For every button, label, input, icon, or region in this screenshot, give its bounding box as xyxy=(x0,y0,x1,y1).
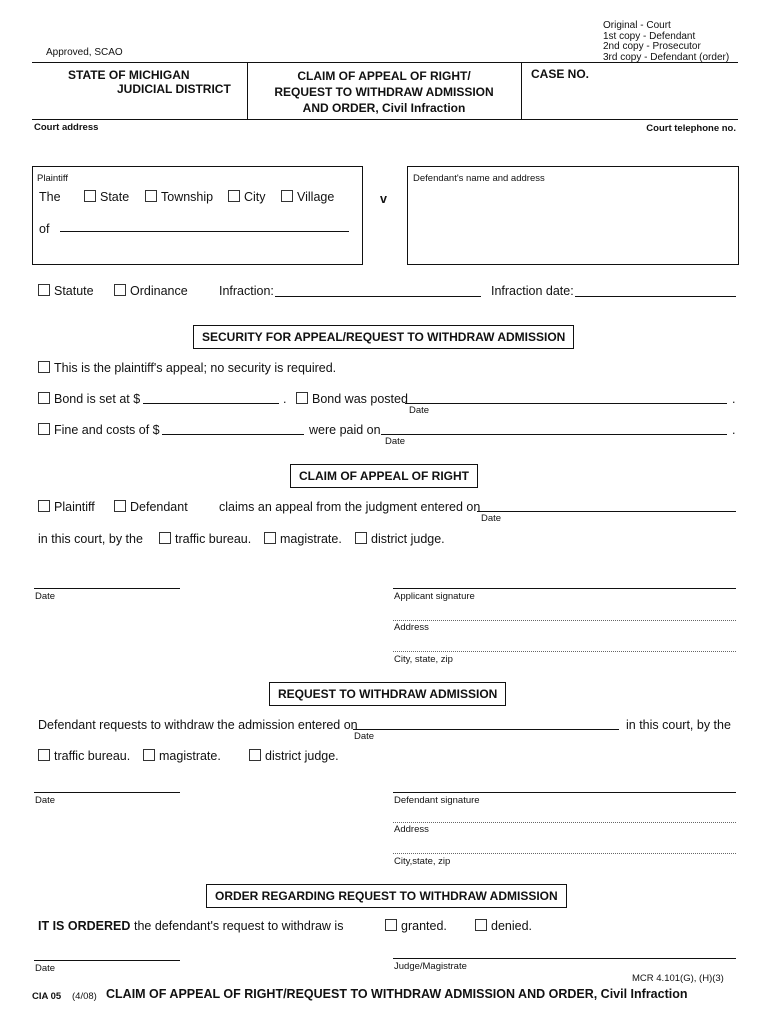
checkbox[interactable] xyxy=(159,532,171,544)
approved-scao: Approved, SCAO xyxy=(46,47,123,58)
header-divider-2 xyxy=(521,62,522,119)
claim-magistrate-option[interactable]: magistrate. xyxy=(264,532,342,546)
withdraw-magistrate-option[interactable]: magistrate. xyxy=(143,749,221,763)
defendant-sig-label: Defendant signature xyxy=(394,795,480,806)
admission-date-label: Date xyxy=(354,731,375,742)
checkbox[interactable] xyxy=(114,500,126,512)
infraction-date-line[interactable] xyxy=(575,296,736,297)
claim-in-court: in this court, by the xyxy=(38,532,143,546)
checkbox[interactable] xyxy=(114,284,126,296)
withdraw-district-judge-option[interactable]: district judge. xyxy=(249,749,339,763)
were-paid-label: were paid on xyxy=(309,423,381,437)
order-text: the defendant's request to withdraw is xyxy=(134,919,344,933)
bond-period: . xyxy=(283,392,287,406)
infraction-label: Infraction: xyxy=(219,284,274,298)
order-heading: ORDER REGARDING REQUEST TO WITHDRAW ADMISSION xyxy=(206,884,567,908)
security-heading: SECURITY FOR APPEAL/REQUEST TO WITHDRAW ADMISSION xyxy=(193,325,574,349)
applicant-sig-label: Applicant signature xyxy=(394,591,475,602)
order-date-line[interactable] xyxy=(34,960,180,961)
checkbox[interactable] xyxy=(355,532,367,544)
withdraw-city-line[interactable] xyxy=(393,853,736,854)
claim-address-label: Address xyxy=(394,622,429,633)
mcr-reference: MCR 4.101(G), (H)(3) xyxy=(632,973,724,984)
claim-city-line[interactable] xyxy=(393,651,736,652)
checkbox[interactable] xyxy=(281,190,293,202)
withdraw-address-label: Address xyxy=(394,824,429,835)
checkbox[interactable] xyxy=(385,919,397,931)
denied-option[interactable]: denied. xyxy=(475,919,532,933)
plaintiff-option-city[interactable]: City xyxy=(228,190,266,204)
checkbox[interactable] xyxy=(38,361,50,373)
judge-sig-line[interactable] xyxy=(393,958,736,959)
copy-second: 2nd copy - Prosecutor xyxy=(603,41,701,52)
fine-amount-line[interactable] xyxy=(162,434,304,435)
checkbox[interactable] xyxy=(249,749,261,761)
checkbox[interactable] xyxy=(84,190,96,202)
judgment-date-label: Date xyxy=(481,513,502,524)
withdraw-city-label: City,state, zip xyxy=(394,856,451,867)
versus: v xyxy=(380,192,387,206)
copy-third: 3rd copy - Defendant (order) xyxy=(603,51,730,63)
claim-district-judge-option[interactable]: district judge. xyxy=(355,532,445,546)
withdraw-heading: REQUEST TO WITHDRAW ADMISSION xyxy=(269,682,506,706)
order-date-label: Date xyxy=(35,963,56,974)
form-title: CLAIM OF APPEAL OF RIGHT/ REQUEST TO WITHDRAW ADMISSION AND ORDER, Civil Infraction xyxy=(274,69,494,115)
checkbox[interactable] xyxy=(296,392,308,404)
footer-title: CLAIM OF APPEAL OF RIGHT/REQUEST TO WITHDRAW ADMISSION AND ORDER, Civil Infraction xyxy=(106,987,688,1001)
court-address-label: Court address xyxy=(34,122,99,133)
plaintiff-box xyxy=(32,166,363,265)
withdraw-address-line[interactable] xyxy=(393,822,736,823)
claims-text: claims an appeal from the judgment entered on xyxy=(219,500,481,514)
checkbox[interactable] xyxy=(38,284,50,296)
form-revision: (4/08) xyxy=(72,991,97,1002)
fine-costs-option[interactable]: Fine and costs of $ xyxy=(38,423,160,437)
judge-sig-label: Judge/Magistrate xyxy=(394,961,467,972)
bond-set-option[interactable]: Bond is set at $ xyxy=(38,392,140,406)
ordinance-option[interactable]: Ordinance xyxy=(114,284,188,298)
header-divider-1 xyxy=(247,62,248,119)
checkbox[interactable] xyxy=(228,190,240,202)
case-no-label: CASE NO. xyxy=(531,67,590,81)
judgment-date-line[interactable] xyxy=(477,511,736,512)
admission-date-line[interactable] xyxy=(353,729,619,730)
claim-city-label: City, state, zip xyxy=(394,654,453,665)
defendant-label: Defendant's name and address xyxy=(413,173,545,184)
paid-date-label: Date xyxy=(385,436,406,447)
plaintiff-option-village[interactable]: Village xyxy=(281,190,334,204)
copy-distribution xyxy=(603,21,729,63)
bond-posted-period: . xyxy=(732,392,736,406)
checkbox[interactable] xyxy=(38,423,50,435)
withdraw-text: Defendant requests to withdraw the admission entered on xyxy=(38,718,358,732)
infraction-line[interactable] xyxy=(275,296,481,297)
defendant-sig-line[interactable] xyxy=(393,792,736,793)
withdraw-in-court: in this court, by the xyxy=(626,718,731,732)
claim-address-line[interactable] xyxy=(393,620,736,621)
checkbox[interactable] xyxy=(38,500,50,512)
it-is-ordered: IT IS ORDERED xyxy=(38,919,131,933)
checkbox[interactable] xyxy=(145,190,157,202)
withdraw-date-line[interactable] xyxy=(34,792,180,793)
applicant-sig-line[interactable] xyxy=(393,588,736,589)
statute-option[interactable]: Statute xyxy=(38,284,94,298)
copy-original: Original - Court xyxy=(603,20,671,31)
plaintiff-label: Plaintiff xyxy=(37,173,68,184)
bond-posted-option[interactable]: Bond was posted xyxy=(296,392,408,406)
header-top-rule xyxy=(32,62,738,63)
checkbox[interactable] xyxy=(264,532,276,544)
plaintiff-of-line[interactable] xyxy=(60,231,349,232)
withdraw-date-label: Date xyxy=(35,795,56,806)
bond-posted-date-label: Date xyxy=(409,405,430,416)
court-phone-label: Court telephone no. xyxy=(646,123,736,134)
plaintiff-option-township[interactable]: Township xyxy=(145,190,213,204)
checkbox[interactable] xyxy=(475,919,487,931)
plaintiff-the: The xyxy=(39,190,61,204)
checkbox[interactable] xyxy=(143,749,155,761)
state-name: STATE OF MICHIGAN xyxy=(68,68,190,82)
bond-amount-line[interactable] xyxy=(143,403,279,404)
claim-plaintiff-option[interactable]: Plaintiff xyxy=(38,500,95,514)
claim-date-label: Date xyxy=(35,591,56,602)
plaintiff-option-state[interactable]: State xyxy=(84,190,129,204)
paid-date-line[interactable] xyxy=(381,434,727,435)
no-security-option[interactable]: This is the plaintiff's appeal; no security is required. xyxy=(38,361,336,375)
paid-period: . xyxy=(732,423,736,437)
plaintiff-of: of xyxy=(39,222,50,236)
form-id: CIA 05 xyxy=(32,991,62,1002)
claim-traffic-option[interactable]: traffic bureau. xyxy=(159,532,251,546)
judicial-district: JUDICIAL DISTRICT xyxy=(117,82,231,96)
claim-heading: CLAIM OF APPEAL OF RIGHT xyxy=(290,464,478,488)
granted-option[interactable]: granted. xyxy=(385,919,447,933)
copy-first: 1st copy - Defendant xyxy=(603,30,696,42)
infraction-date-label: Infraction date: xyxy=(491,284,574,298)
bond-posted-date-line[interactable] xyxy=(405,403,727,404)
claim-defendant-option[interactable]: Defendant xyxy=(114,500,188,514)
header-bottom-rule xyxy=(32,119,738,120)
checkbox[interactable] xyxy=(38,749,50,761)
checkbox[interactable] xyxy=(38,392,50,404)
withdraw-traffic-option[interactable]: traffic bureau. xyxy=(38,749,130,763)
claim-date-line[interactable] xyxy=(34,588,180,589)
